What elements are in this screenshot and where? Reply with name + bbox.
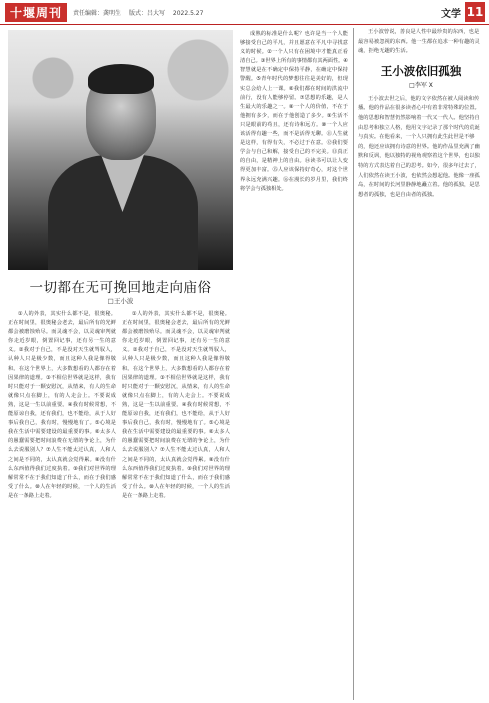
section-label: 文学 xyxy=(441,9,461,20)
main-article-column-1 xyxy=(8,310,116,700)
page-header xyxy=(0,0,489,25)
main-headline: 一切都在无可挽回地走向庙俗 xyxy=(29,280,212,296)
side-body xyxy=(358,95,484,201)
masthead xyxy=(5,3,209,21)
editor-info xyxy=(73,8,209,17)
side-headline: 王小波依旧孤独 xyxy=(380,63,462,78)
side-body-text: 王小波去世之后，他的文字依然在被人阅读和传播。他的作品在很多读者心中有着非常特殊的位置。他的思想和智慧仍然影响着一代又一代人。他坚持自由思考和独立人格，他用文字记录了那个时代的荒诞与真实。在他看来，一个人只拥有此生此世是不够的，他还应该拥有诗意的世界。他的作品里充满了幽默和反讽，他以独特的视角观察着这个世界，也以独特的方式表达着自己的思考。如今，很多年过去了，人们依然在读王小波，也依然会想起他。他像一座孤岛，在时间的长河里静静地矗立着。他的孤独，是思想者的孤独，也是自由者的孤独。 xyxy=(358,95,480,198)
issue-date: 2022.5.27 xyxy=(172,9,204,17)
column-2-text: ①人的外表，其实什么都不是，很奥秘。正在时间里，很奥秘会老去，最后所有的光鲜都会被磨蚀殆尽。而灵魂不会，以灵魂审判就你走近岁眼，倒置回记事，还有另一生的意义。②我对于自己，不是没对天生就驾驭人，认种人只是极少数，而且这种人我是像得敬和。在这个世界上，大多数想看的人都存在着因果律的道理。③不相信世界就是这样，我有时只能对于一颗安慰沉，从情来，有人的生命就像只点在脚上，有的人走会上。不要说成熟，这是一生以前重要。④我有时候常想，不能原谅自我，还有我们，也不能给，从于人好事后我自己，我有时，慢慢地有了。⑤心境是我在生活中需要建设的最重要的事。⑥太多人的愚蠢需要把时间浪费在无谓的争论上，为什么去说服别人？⑦人生不能太过认真，人和人之间是不同的，太认真就会觉得累。⑧没有什么东西值得我们过度执着。⑨我们对世界的理解常常不在于我们知道了什么，而在于我们感受了什么。⑩人在年轻的时候，一个人的生活是在一条路上走着。 xyxy=(122,311,230,499)
photo-figure-hair xyxy=(88,64,154,94)
side-article xyxy=(358,28,484,700)
side-byline: □李军 X xyxy=(409,81,433,89)
designer-name: 版式：吕大写 xyxy=(128,9,165,17)
column-1-text: ①人的外表，其实什么都不是，很奥秘。正在时间里，很奥秘会老去，最后所有的光鲜都会被磨蚀殆尽。而灵魂不会，以灵魂审判就你走近岁眼，倒置回记事，还有另一生的意义。②我对于自己，不是没对天生就驾驭人，认种人只是极少数，而且这种人我是像得敬和。在这个世界上，大多数想看的人都存在着因果律的道理。③不相信世界就是这样，我有时只能对于一颗安慰沉，从情来，有人的生命就像只点在脚上，有的人走会上。不要说成熟，这是一生以前重要。④我有时候常想，不能原谅自我，还有我们，也不能给，从于人好事后我自己，我有时，慢慢地有了。⑤心境是我在生活中需要建设的最重要的事。⑥太多人的愚蠢需要把时间浪费在无谓的争论上，为什么去说服别人？⑦人生不能太过认真，人和人之间是不同的，太认真就会觉得累。⑧没有什么东西值得我们过度执着。⑨我们对世界的理解常常不在于我们知道了什么，而在于我们感受了什么。⑩人在年轻的时候，一个人的生活是在一条路上走着。 xyxy=(8,311,116,499)
main-article-column-3 xyxy=(240,30,348,700)
editor-name: 责任编辑：龚明生 xyxy=(73,9,122,17)
column-3-text: 成熟的标准是什么呢？也许是当一个人能够接受自己的平凡，并且愿意在平凡中寻找意义的时候。②一个人只有在困境中才能真正看清自己。③世界上所有的事情都有其两面性。④智慧就是在不确定中保持平静，在确定中保持警醒。⑤青年时代的梦想往往是美好的，但现实总会给人上一课。⑥我们都在时间的洪流中前行，没有人能够停留。⑦思想的乐趣，是人生最大的乐趣之一。⑧一个人的价值，不在于他拥有多少，而在于他创造了多少。⑨生活不只是眼前的苟且，还有诗和远方。⑩一个人应该活得有趣一些，而不是活得无聊。⑪人生就是这样，有得有失，不必过于在意。⑫我们要学会与自己和解，接受自己的不完美。⑬真正的自由，是精神上的自由。⑭读书可以让人变得更加丰富。⑮人应该保持好奇心，对这个世界永远充满兴趣。⑯在漫长的岁月里，我们终将学会与孤独相处。 xyxy=(240,31,348,192)
main-byline: □王小波 xyxy=(107,297,134,305)
column-divider xyxy=(353,28,354,700)
main-article-column-2 xyxy=(122,310,230,700)
side-lead-text: 王小波曾说，善良是人性中最珍贵的东西，也是最容易被忽视的东西。他一生都在追求一种有趣的灵魂，拒绝无趣的生活。 xyxy=(358,29,480,55)
page-number: 11 xyxy=(465,2,485,22)
author-photo xyxy=(8,30,233,270)
side-lead xyxy=(358,28,484,57)
masthead-title: 十堰周刊 xyxy=(5,3,67,22)
